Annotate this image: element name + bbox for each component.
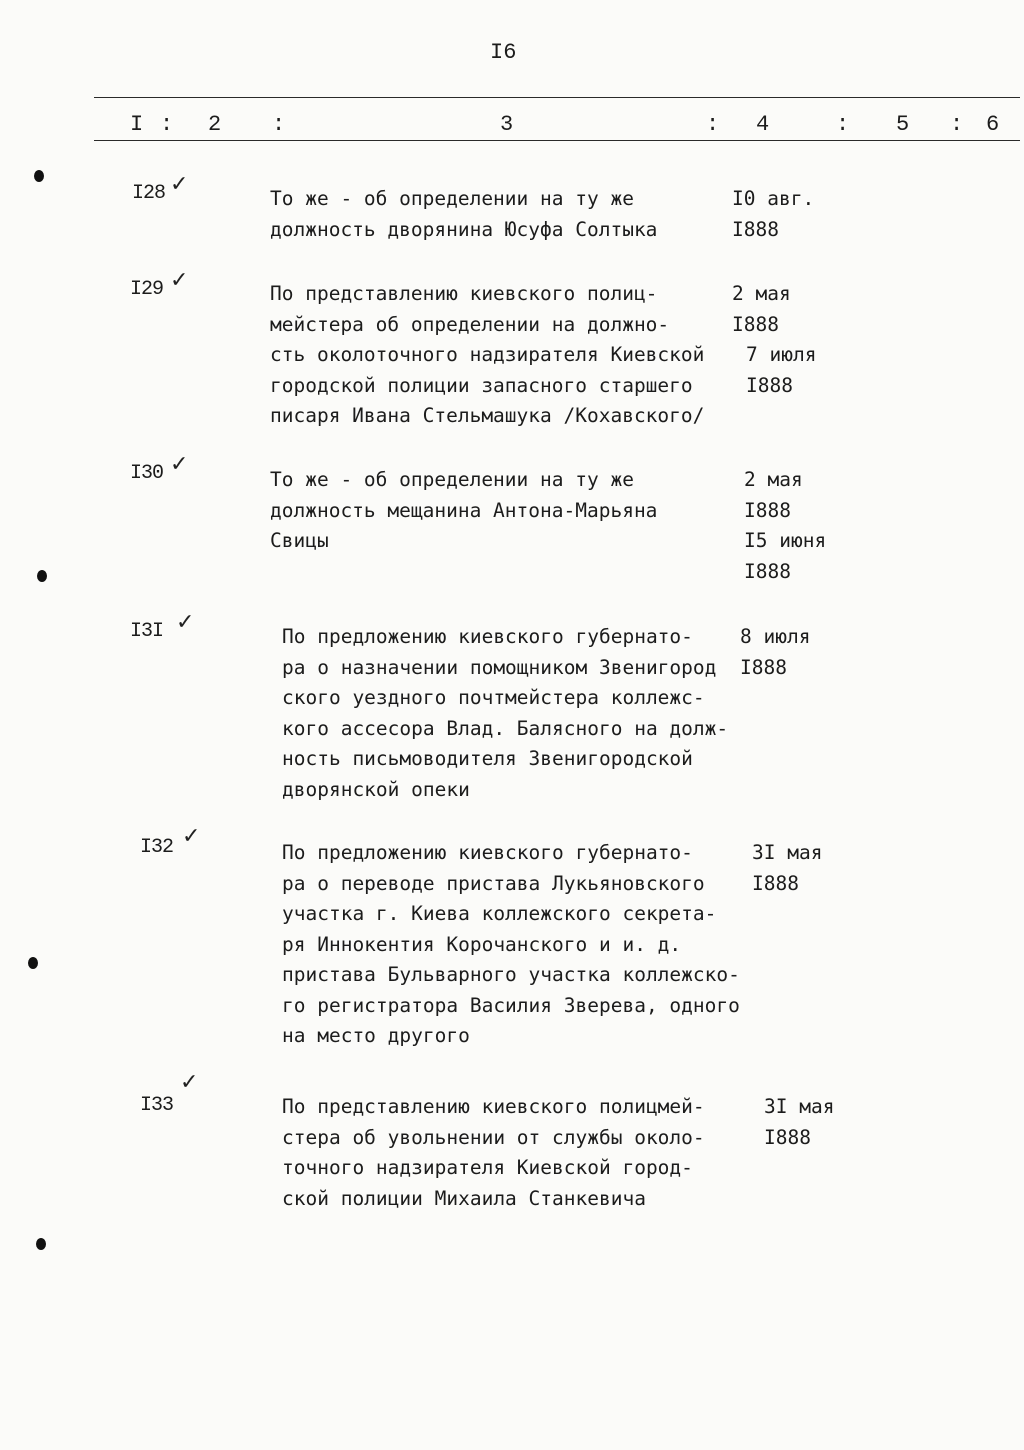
record-text: По представлению киевского полицмей- стера об увольнении от службы около- точного надзирателя Киевской город- ской полиции Михаила Станкевича	[282, 1095, 705, 1210]
record-date: 2 мая I888 I5 июня I888	[744, 468, 827, 583]
punch-hole	[37, 570, 47, 582]
record-text: По предложению киевского губернато- ра о переводе пристава Лукьяновского участка г. Киева коллежского секрета- ря Иннокентия Корочанского и и. д. пристава Бульварного участка коллежско- го регистратора Василия Зверева, одного на место другого	[282, 841, 740, 1047]
record-number: I33	[140, 1094, 174, 1117]
column-header-5: 5	[896, 112, 910, 137]
record-text: То же - об определении на ту же должность мещанина Антона-Марьяна Свицы	[270, 468, 658, 552]
record-text: То же - об определении на ту же должность дворянина Юсуфа Солтыка	[270, 187, 658, 241]
punch-hole	[36, 1238, 46, 1250]
page-number: I6	[490, 40, 517, 65]
record-date: 3I мая I888	[764, 1095, 835, 1149]
record-number: I29	[130, 278, 164, 301]
header-top-rule	[94, 97, 1020, 98]
punch-hole	[34, 170, 44, 182]
column-header-2: 2	[208, 112, 222, 137]
checkmark-icon: ✓	[180, 1070, 199, 1095]
record-number: I32	[140, 836, 174, 859]
column-header-6: 6	[986, 112, 1000, 137]
header-bottom-rule	[94, 140, 1020, 141]
column-header-4: 4	[756, 112, 770, 137]
checkmark-icon: ✓	[176, 610, 195, 635]
record-date: 8 июля I888	[740, 625, 811, 679]
checkmark-icon: ✓	[170, 268, 189, 293]
column-separator: :	[160, 112, 174, 137]
checkmark-icon: ✓	[170, 452, 189, 477]
column-separator: :	[272, 112, 286, 137]
checkmark-icon: ✓	[182, 824, 201, 849]
record-number: I3I	[130, 620, 164, 643]
record-date: 7 июля I888	[746, 343, 817, 397]
record-date: I0 авг. I888	[732, 187, 815, 241]
record-number: I28	[132, 182, 166, 205]
column-separator: :	[950, 112, 964, 137]
column-separator: :	[706, 112, 720, 137]
column-header-3: 3	[500, 112, 514, 137]
record-text: По представлению киевского полиц- мейстера об определении на должно- сть околоточного надзирателя Киевской городской полиции запасного старшего писаря Ивана Стельмашука /Кохавского/	[270, 282, 705, 427]
record-text: По предложению киевского губернато- ра о назначении помощником Звенигород ского уездного почтмейстера коллежс- кого ассесора Влад. Балясного на долж- ность письмоводителя Звенигородской дворянской опеки	[282, 625, 729, 801]
column-separator: :	[836, 112, 850, 137]
checkmark-icon: ✓	[170, 172, 189, 197]
record-number: I30	[130, 462, 164, 485]
punch-hole	[28, 957, 38, 969]
record-date: 2 мая I888	[732, 282, 791, 336]
record-date: 3I мая I888	[752, 841, 823, 895]
column-header-1: I	[130, 112, 144, 137]
